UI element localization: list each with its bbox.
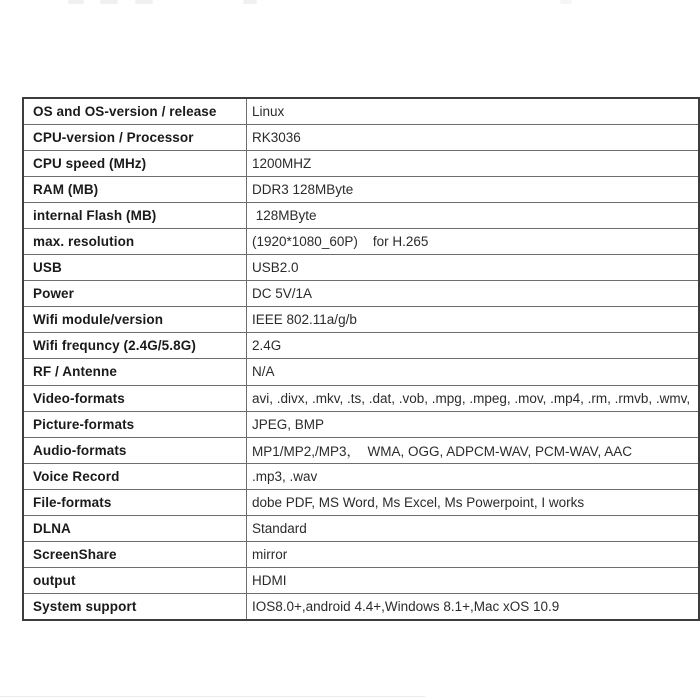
spec-value-cell: HDMI bbox=[247, 567, 700, 593]
spec-label-cell: output bbox=[23, 567, 247, 593]
spec-row bbox=[23, 98, 699, 125]
cropped-text-artifact bbox=[243, 0, 257, 4]
spec-label-cell: CPU-version / Processor bbox=[23, 125, 247, 151]
spec-label-cell: OS and OS-version / release bbox=[23, 98, 247, 125]
spec-label-cell: File-formats bbox=[23, 489, 247, 515]
spec-label-cell: System support bbox=[23, 593, 247, 620]
spec-row bbox=[23, 281, 699, 307]
spec-value-cell: DDR3 128MByte bbox=[247, 177, 700, 203]
spec-label-cell: CPU speed (MHz) bbox=[23, 151, 247, 177]
spec-label-cell: Voice Record bbox=[23, 463, 247, 489]
spec-label-cell: ScreenShare bbox=[23, 541, 247, 567]
spec-row bbox=[23, 151, 699, 177]
spec-value-cell: Standard bbox=[247, 515, 700, 541]
spec-row bbox=[23, 541, 699, 567]
spec-value-cell: N/A bbox=[247, 359, 700, 385]
spec-value-cell: avi, .divx, .mkv, .ts, .dat, .vob, .mpg, .mpeg, .mov, .mp4, .rm, .rmvb, .wmv, bbox=[247, 385, 700, 411]
spec-value-cell: mirror bbox=[247, 541, 700, 567]
spec-row bbox=[23, 567, 699, 593]
spec-row bbox=[23, 125, 699, 151]
spec-row bbox=[23, 515, 699, 541]
spec-value-cell: 1200MHZ bbox=[247, 151, 700, 177]
spec-label-cell: Picture-formats bbox=[23, 411, 247, 437]
spec-row bbox=[23, 359, 699, 385]
spec-value-cell: JPEG, BMP bbox=[247, 411, 700, 437]
spec-value-cell: USB2.0 bbox=[247, 255, 700, 281]
spec-value-cell: IOS8.0+,android 4.4+,Windows 8.1+,Mac xOS 10.9 bbox=[247, 593, 700, 620]
spec-label-cell: RF / Antenne bbox=[23, 359, 247, 385]
spec-table bbox=[22, 97, 700, 621]
cropped-text-artifact bbox=[135, 0, 153, 4]
cropped-text-artifact bbox=[560, 0, 572, 4]
spec-row bbox=[23, 307, 699, 333]
spec-label-cell: Video-formats bbox=[23, 385, 247, 411]
spec-row bbox=[23, 463, 699, 489]
spec-row bbox=[23, 177, 699, 203]
spec-row bbox=[23, 203, 699, 229]
spec-label-cell: Power bbox=[23, 281, 247, 307]
spec-value-cell: 128MByte bbox=[247, 203, 700, 229]
spec-label-cell: RAM (MB) bbox=[23, 177, 247, 203]
spec-row bbox=[23, 437, 699, 463]
spec-row bbox=[23, 593, 699, 620]
spec-value-cell: (1920*1080_60P) for H.265 bbox=[247, 229, 700, 255]
spec-label-cell: Wifi module/version bbox=[23, 307, 247, 333]
spec-row bbox=[23, 411, 699, 437]
spec-table-body bbox=[23, 98, 699, 620]
spec-value-cell: DC 5V/1A bbox=[247, 281, 700, 307]
spec-label-cell: DLNA bbox=[23, 515, 247, 541]
spec-value-cell: Linux bbox=[247, 98, 700, 125]
spec-value-cell: MP1/MP2,/MP3， WMA, OGG, ADPCM-WAV, PCM-WAV, AAC bbox=[247, 437, 700, 463]
spec-value-cell: RK3036 bbox=[247, 125, 700, 151]
spec-row bbox=[23, 385, 699, 411]
spec-value-cell: 2.4G bbox=[247, 333, 700, 359]
spec-label-cell: USB bbox=[23, 255, 247, 281]
cropped-text-artifact bbox=[68, 0, 84, 4]
cropped-text-artifact bbox=[100, 0, 118, 4]
spec-value-cell: IEEE 802.11a/g/b bbox=[247, 307, 700, 333]
spec-label-cell: Wifi frequncy (2.4G/5.8G) bbox=[23, 333, 247, 359]
spec-value-cell: .mp3, .wav bbox=[247, 463, 700, 489]
spec-row bbox=[23, 229, 699, 255]
spec-row bbox=[23, 489, 699, 515]
spec-label-cell: internal Flash (MB) bbox=[23, 203, 247, 229]
spec-row bbox=[23, 255, 699, 281]
bottom-edge-line bbox=[0, 696, 425, 697]
spec-label-cell: Audio-formats bbox=[23, 437, 247, 463]
spec-value-cell: dobe PDF, MS Word, Ms Excel, Ms Powerpoint, I works bbox=[247, 489, 700, 515]
spec-row bbox=[23, 333, 699, 359]
spec-label-cell: max. resolution bbox=[23, 229, 247, 255]
